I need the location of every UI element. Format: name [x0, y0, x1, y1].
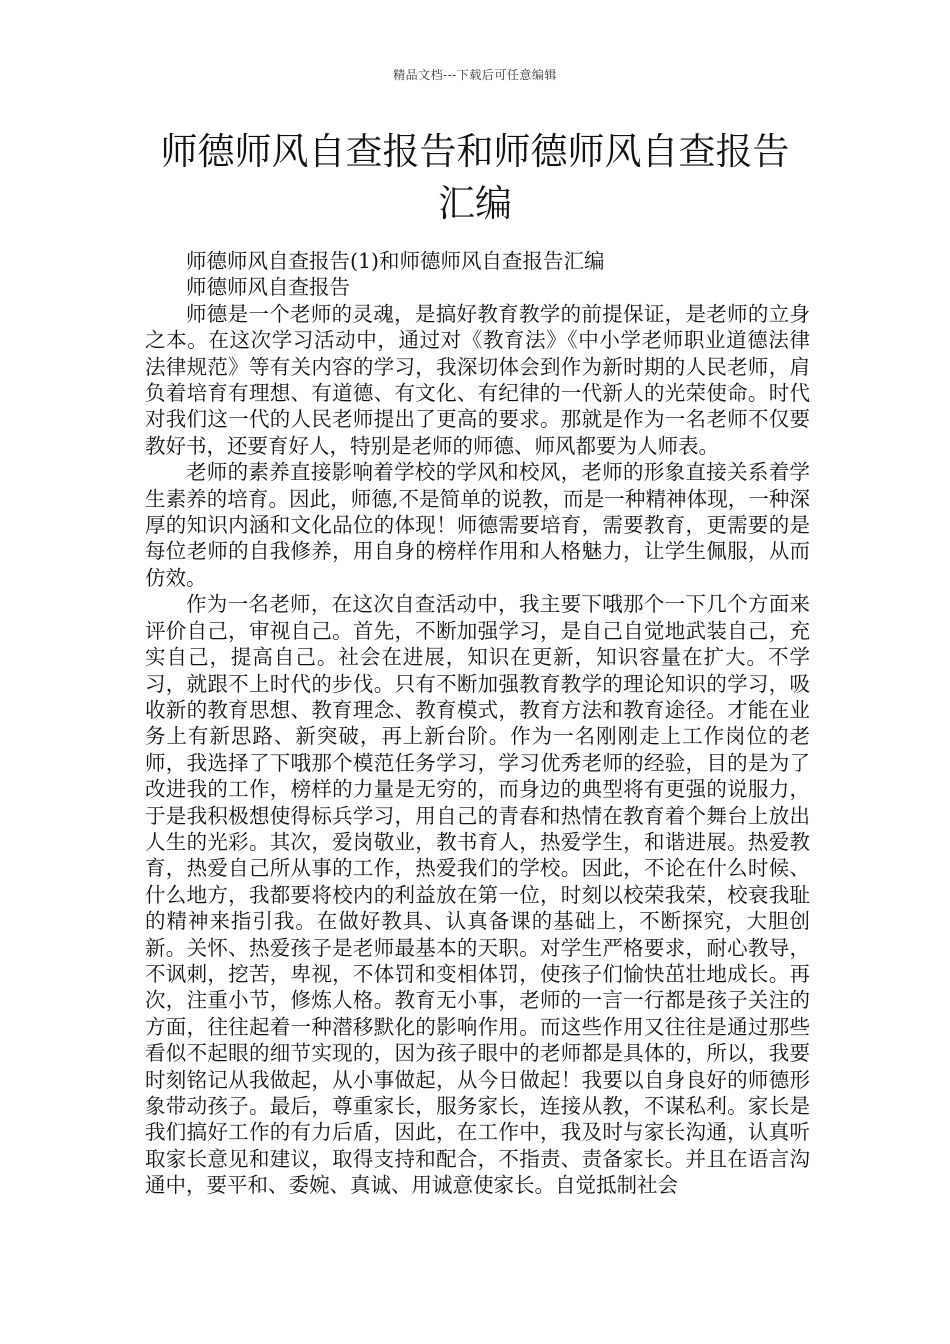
section-heading: 师德师风自查报告 [186, 275, 350, 300]
subtitle-line: 师德师风自查报告(1)和师德师风自查报告汇编 [186, 249, 605, 273]
paragraph-3: 作为一名老师，在这次自查活动中，我主要下哦那个一下几个方面来评价自己，审视自己。首先，不断加强学习，是自己自觉地武装自己，充实自己，提高自己。社会在进展，知识在更新，知识容量在扩大。不学习，就跟不上时代的步伐。只有不断加强教育教学的理论知识的学习，吸收新的教育思想、教育理念、教育模式，教育方法和教育途径。才能在业务上有新思路、新突破，再上新台阶。作为一名刚刚走上工作岗位的老师，我选择了下哦那个模范任务学习，学习优秀老师的经验，目的是为了改进我的工作，榜样的力量是无穷的，而身边的典型将有更强的说服力，于是我积极想使得标兵学习，用自己的青春和热情在教育着个舞台上放出人生的光彩。其次，爱岗敬业，教书育人，热爱学生，和谐进展。热爱教育，热爱自己所从事的工作，热爱我们的学校。因此，不论在什么时候、什么地方，我都要将校内的利益放在第一位，时刻以校荣我荣，校衰我耻的精神来指引我。在做好教具、认真备课的基础上，不断探究，大胆创新。关怀、热爱孩子是老师最基本的天职。对学生严格要求，耐心教导，不讽刺，挖苦，卑视，不体罚和变相体罚，使孩子们愉快茁壮地成长。再次，注重小节，修炼人格。教育无小事，老师的一言一行都是孩子关注的方面，往往起着一种潜移默化的影响作用。而这些作用又往往是通过那些看似不起眼的细节实现的，因为孩子眼中的老师都是具体的，所以，我要时刻铭记从我做起，从小事做起，从今日做起！我要以自身良好的师德形象带动孩子。最后，尊重家长，服务家长，连接从教，不谋私利。家长是我们搞好工作的有力后盾，因此，在工作中，我及时与家长沟通，认真听取家长意见和建议，取得支持和配合，不指责、责备家长。并且在语言沟通中，要平和、委婉、真诚、用诚意使家长。自觉抵制社会 [145, 592, 810, 1198]
paragraph-2: 老师的素养直接影响着学校的学风和校风，老师的形象直接关系着学生素养的培育。因此，师德,不是简单的说教，而是一种精神体现，一种深厚的知识内涵和文化品位的体现！师德需要培育，需要教育，更需要的是每位老师的自我修养，用自身的榜样作用和人格魅力，让学生佩服，从而仿效。 [145, 460, 810, 590]
header-note: 精品文档---下载后可任意编辑 [393, 68, 557, 82]
document-body [145, 248, 810, 1199]
document-title: 师德师风自查报告和师德师风自查报告汇编 [160, 130, 790, 225]
paragraph-1: 师德是一个老师的灵魂，是搞好教育教学的前提保证，是老师的立身之本。在这次学习活动中，通过对《教育法》《中小学老师职业道德法律法律规范》等有关内容的学习，我深切体会到作为新时期的人民老师，肩负着培育有理想、有道德、有文化、有纪律的一代新人的光荣使命。时代对我们这一代的人民老师提出了更高的要求。那就是作为一名老师不仅要教好书，还要育好人，特别是老师的师德、师风都要为人师表。 [145, 301, 810, 458]
